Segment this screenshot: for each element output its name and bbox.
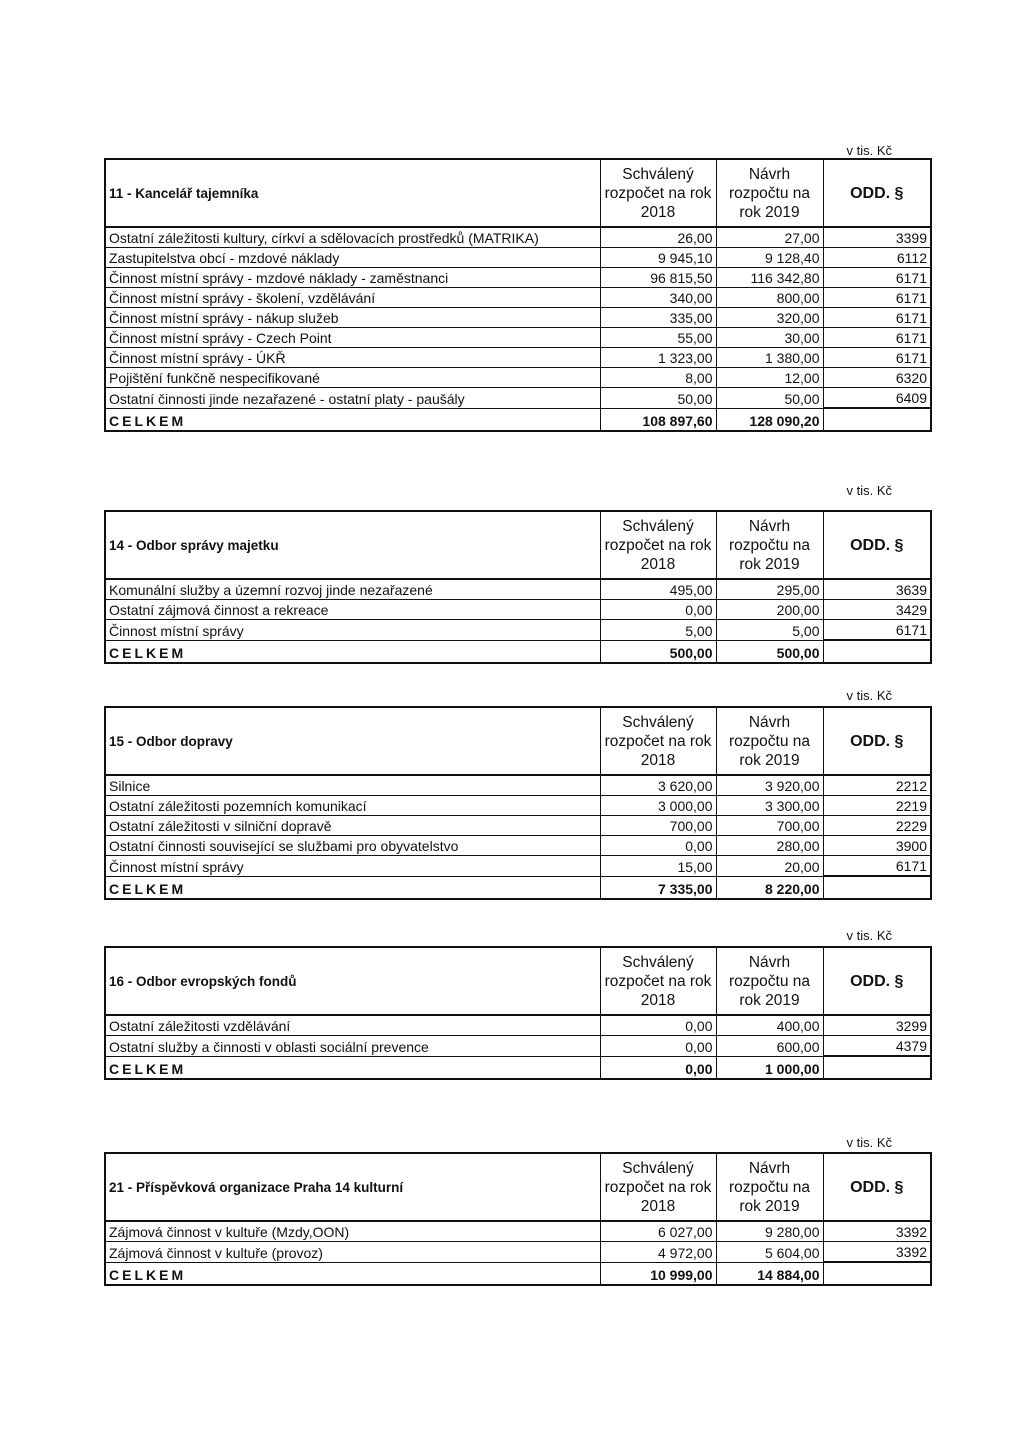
row-item-name: Pojištění funkčně nespecifikované [105, 368, 600, 388]
table-row [105, 856, 931, 877]
total-odd-empty [823, 640, 931, 663]
budget-table [104, 1152, 932, 1286]
row-odd-code: 4379 [823, 1036, 931, 1057]
row-approved-2018: 0,00 [600, 836, 716, 856]
row-proposal-2019: 50,00 [716, 388, 823, 409]
row-odd-code: 2212 [823, 775, 931, 796]
row-item-name: Ostatní záležitosti pozemních komunikací [105, 796, 600, 816]
row-odd-code: 3392 [823, 1242, 931, 1263]
row-item-name: Zájmová činnost v kultuře (provoz) [105, 1242, 600, 1263]
table-header-row [105, 159, 931, 227]
row-item-name: Ostatní služby a činnosti v oblasti sociální prevence [105, 1036, 600, 1057]
row-proposal-2019: 280,00 [716, 836, 823, 856]
row-proposal-2019: 9 280,00 [716, 1221, 823, 1242]
table-row [105, 227, 931, 248]
column-header-approved-2018: Schválený rozpočet na rok 2018 [600, 159, 716, 227]
row-proposal-2019: 9 128,40 [716, 248, 823, 268]
column-header-odd: ODD. § [823, 511, 931, 579]
table-row [105, 348, 931, 368]
column-header-proposal-2019: Návrh rozpočtu na rok 2019 [716, 947, 823, 1015]
table-row [105, 388, 931, 409]
row-proposal-2019: 116 342,80 [716, 268, 823, 288]
row-item-name: Ostatní záležitosti kultury, církví a sdělovacích prostředků (MATRIKA) [105, 227, 600, 248]
row-approved-2018: 15,00 [600, 856, 716, 877]
row-item-name: Komunální služby a územní rozvoj jinde nezařazené [105, 579, 600, 600]
table-row [105, 1015, 931, 1036]
total-row [105, 1262, 931, 1285]
column-header-approved-2018: Schválený rozpočet na rok 2018 [600, 1153, 716, 1221]
table-row [105, 816, 931, 836]
row-approved-2018: 96 815,50 [600, 268, 716, 288]
row-odd-code: 6171 [823, 620, 931, 641]
total-proposal-2019: 500,00 [716, 640, 823, 663]
table-row [105, 600, 931, 620]
table-row [105, 288, 931, 308]
total-row [105, 640, 931, 663]
section-title: 21 - Příspěvková organizace Praha 14 kulturní [105, 1153, 600, 1221]
total-approved-2018: 7 335,00 [600, 876, 716, 899]
total-odd-empty [823, 1262, 931, 1285]
row-odd-code: 6171 [823, 268, 931, 288]
row-odd-code: 6171 [823, 348, 931, 368]
row-proposal-2019: 1 380,00 [716, 348, 823, 368]
column-header-odd: ODD. § [823, 947, 931, 1015]
budget-table [104, 706, 932, 900]
section-title: 15 - Odbor dopravy [105, 707, 600, 775]
total-odd-empty [823, 408, 931, 431]
row-odd-code: 6171 [823, 856, 931, 877]
row-odd-code: 3399 [823, 227, 931, 248]
row-proposal-2019: 400,00 [716, 1015, 823, 1036]
row-proposal-2019: 200,00 [716, 600, 823, 620]
row-item-name: Činnost místní správy - ÚKŘ [105, 348, 600, 368]
column-header-approved-2018: Schválený rozpočet na rok 2018 [600, 511, 716, 579]
total-approved-2018: 108 897,60 [600, 408, 716, 431]
budget-table [104, 946, 932, 1080]
row-proposal-2019: 27,00 [716, 227, 823, 248]
row-proposal-2019: 5 604,00 [716, 1242, 823, 1263]
row-approved-2018: 3 000,00 [600, 796, 716, 816]
row-odd-code: 3392 [823, 1221, 931, 1242]
table-row [105, 268, 931, 288]
row-item-name: Činnost místní správy - mzdové náklady - zaměstnanci [105, 268, 600, 288]
total-approved-2018: 0,00 [600, 1056, 716, 1079]
unit-label: v tis. Kč [846, 928, 892, 943]
row-approved-2018: 700,00 [600, 816, 716, 836]
total-approved-2018: 10 999,00 [600, 1262, 716, 1285]
row-approved-2018: 8,00 [600, 368, 716, 388]
total-odd-empty [823, 876, 931, 899]
total-proposal-2019: 14 884,00 [716, 1262, 823, 1285]
total-label: CELKEM [105, 1262, 600, 1285]
total-approved-2018: 500,00 [600, 640, 716, 663]
section-title: 11 - Kancelář tajemníka [105, 159, 600, 227]
row-approved-2018: 3 620,00 [600, 775, 716, 796]
row-item-name: Činnost místní správy - školení, vzdělávání [105, 288, 600, 308]
table-header-row [105, 707, 931, 775]
total-label: CELKEM [105, 640, 600, 663]
row-item-name: Ostatní činnosti jinde nezařazené - ostatní platy - paušály [105, 388, 600, 409]
row-proposal-2019: 12,00 [716, 368, 823, 388]
total-odd-empty [823, 1056, 931, 1079]
row-item-name: Činnost místní správy [105, 620, 600, 641]
total-row [105, 876, 931, 899]
row-approved-2018: 55,00 [600, 328, 716, 348]
row-proposal-2019: 5,00 [716, 620, 823, 641]
column-header-proposal-2019: Návrh rozpočtu na rok 2019 [716, 707, 823, 775]
row-odd-code: 6171 [823, 308, 931, 328]
table-row [105, 248, 931, 268]
row-odd-code: 3299 [823, 1015, 931, 1036]
row-item-name: Zájmová činnost v kultuře (Mzdy,OON) [105, 1221, 600, 1242]
column-header-approved-2018: Schválený rozpočet na rok 2018 [600, 707, 716, 775]
row-proposal-2019: 320,00 [716, 308, 823, 328]
row-approved-2018: 335,00 [600, 308, 716, 328]
row-item-name: Činnost místní správy [105, 856, 600, 877]
row-proposal-2019: 20,00 [716, 856, 823, 877]
row-proposal-2019: 3 920,00 [716, 775, 823, 796]
budget-table [104, 510, 932, 664]
total-label: CELKEM [105, 876, 600, 899]
column-header-approved-2018: Schválený rozpočet na rok 2018 [600, 947, 716, 1015]
unit-label: v tis. Kč [846, 483, 892, 498]
table-header-row [105, 511, 931, 579]
row-proposal-2019: 3 300,00 [716, 796, 823, 816]
table-row [105, 1036, 931, 1057]
row-item-name: Ostatní činnosti související se službami pro obyvatelstvo [105, 836, 600, 856]
unit-label: v tis. Kč [846, 143, 892, 158]
column-header-proposal-2019: Návrh rozpočtu na rok 2019 [716, 511, 823, 579]
row-approved-2018: 26,00 [600, 227, 716, 248]
row-item-name: Ostatní záležitosti vzdělávání [105, 1015, 600, 1036]
row-item-name: Zastupitelstva obcí - mzdové náklady [105, 248, 600, 268]
unit-label: v tis. Kč [846, 688, 892, 703]
row-odd-code: 6320 [823, 368, 931, 388]
row-proposal-2019: 800,00 [716, 288, 823, 308]
column-header-proposal-2019: Návrh rozpočtu na rok 2019 [716, 159, 823, 227]
row-approved-2018: 4 972,00 [600, 1242, 716, 1263]
row-approved-2018: 6 027,00 [600, 1221, 716, 1242]
row-odd-code: 6171 [823, 328, 931, 348]
table-row [105, 328, 931, 348]
row-item-name: Ostatní záležitosti v silniční dopravě [105, 816, 600, 836]
row-approved-2018: 5,00 [600, 620, 716, 641]
row-item-name: Činnost místní správy - nákup služeb [105, 308, 600, 328]
row-approved-2018: 1 323,00 [600, 348, 716, 368]
row-odd-code: 6112 [823, 248, 931, 268]
section-title: 16 - Odbor evropských fondů [105, 947, 600, 1015]
table-row [105, 796, 931, 816]
total-proposal-2019: 8 220,00 [716, 876, 823, 899]
row-odd-code: 6409 [823, 388, 931, 409]
total-label: CELKEM [105, 1056, 600, 1079]
table-row [105, 1221, 931, 1242]
row-approved-2018: 495,00 [600, 579, 716, 600]
total-label: CELKEM [105, 408, 600, 431]
table-row [105, 836, 931, 856]
row-item-name: Činnost místní správy - Czech Point [105, 328, 600, 348]
table-row [105, 368, 931, 388]
table-header-row [105, 1153, 931, 1221]
table-row [105, 620, 931, 641]
unit-label: v tis. Kč [846, 1135, 892, 1150]
table-header-row [105, 947, 931, 1015]
row-proposal-2019: 295,00 [716, 579, 823, 600]
column-header-proposal-2019: Návrh rozpočtu na rok 2019 [716, 1153, 823, 1221]
row-proposal-2019: 30,00 [716, 328, 823, 348]
table-row [105, 308, 931, 328]
row-approved-2018: 0,00 [600, 1036, 716, 1057]
total-row [105, 408, 931, 431]
column-header-odd: ODD. § [823, 1153, 931, 1221]
row-approved-2018: 340,00 [600, 288, 716, 308]
row-item-name: Silnice [105, 775, 600, 796]
row-approved-2018: 9 945,10 [600, 248, 716, 268]
row-proposal-2019: 600,00 [716, 1036, 823, 1057]
row-proposal-2019: 700,00 [716, 816, 823, 836]
budget-table [104, 158, 932, 432]
row-odd-code: 2219 [823, 796, 931, 816]
total-row [105, 1056, 931, 1079]
row-item-name: Ostatní zájmová činnost a rekreace [105, 600, 600, 620]
table-row [105, 1242, 931, 1263]
section-title: 14 - Odbor správy majetku [105, 511, 600, 579]
total-proposal-2019: 1 000,00 [716, 1056, 823, 1079]
table-row [105, 775, 931, 796]
column-header-odd: ODD. § [823, 707, 931, 775]
row-odd-code: 3639 [823, 579, 931, 600]
total-proposal-2019: 128 090,20 [716, 408, 823, 431]
row-approved-2018: 0,00 [600, 600, 716, 620]
row-approved-2018: 50,00 [600, 388, 716, 409]
column-header-odd: ODD. § [823, 159, 931, 227]
table-row [105, 579, 931, 600]
row-odd-code: 2229 [823, 816, 931, 836]
row-approved-2018: 0,00 [600, 1015, 716, 1036]
row-odd-code: 3429 [823, 600, 931, 620]
row-odd-code: 3900 [823, 836, 931, 856]
row-odd-code: 6171 [823, 288, 931, 308]
